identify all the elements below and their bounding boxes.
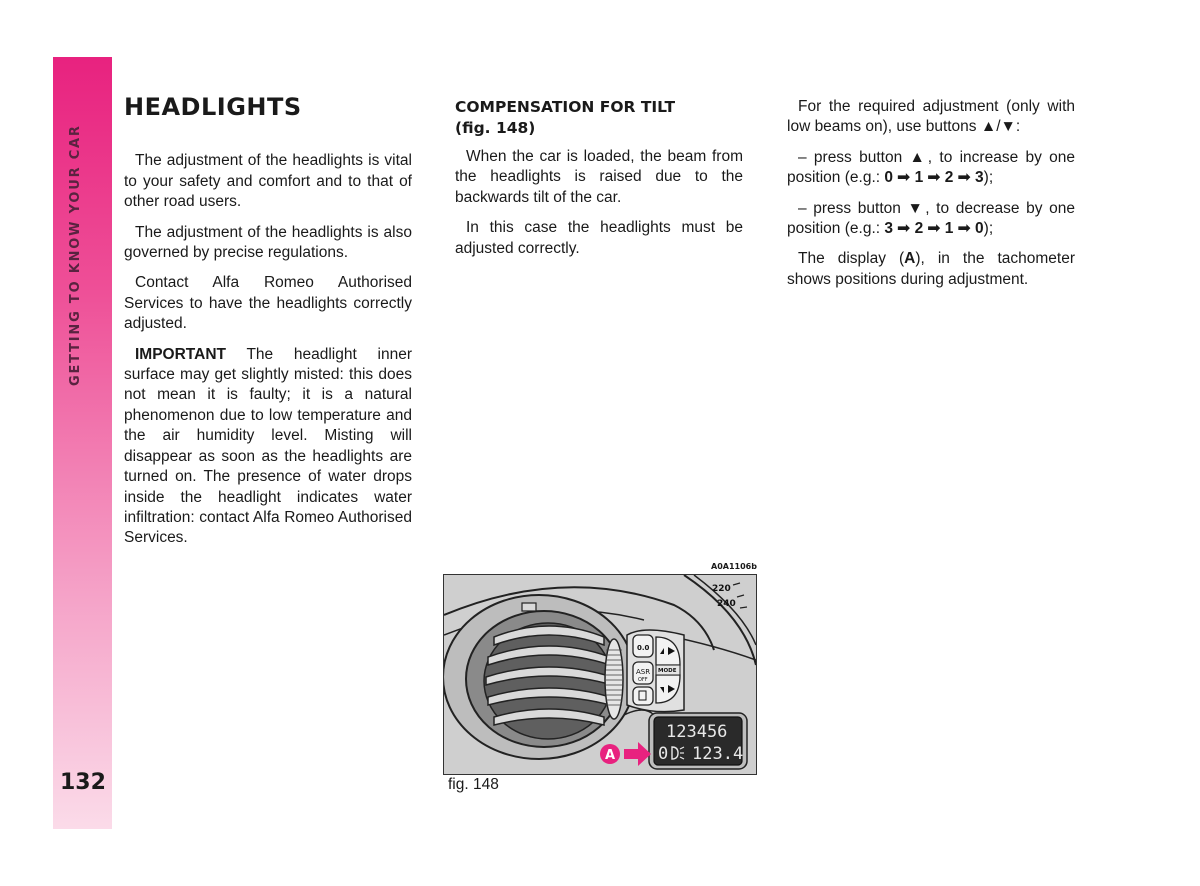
paragraph: Contact Alfa Romeo Authorised Services to have the headlights correctly adjusted. xyxy=(124,274,412,333)
figure-code: A0A1106b xyxy=(711,562,757,571)
callout-a-label: A xyxy=(605,748,616,763)
important-label: IMPORTANT xyxy=(135,345,226,363)
svg-text:ASR: ASR xyxy=(636,668,651,676)
column-3 xyxy=(787,97,1075,300)
decrease-instruction: – press button ▼, to decrease by one position (e.g.: 3 ➟ 2 ➟ 1 ➟ 0); xyxy=(787,199,1075,238)
increase-instruction: – press button ▲, to increase by one position (e.g.: 0 ➟ 1 ➟ 2 ➟ 3); xyxy=(787,148,1075,187)
section-title: GETTING TO KNOW YOUR CAR xyxy=(68,124,83,386)
svg-text:0.0: 0.0 xyxy=(637,644,650,652)
mode-button-label: MODE xyxy=(658,668,677,674)
important-text: The headlight inner surface may get slightly misted: this does not mean it is faulty; it is a natural phenomenon due to low temperature and the air humidity level. Misting will disappear as soon as the headlights are turned on. The presence of water drops inside the headlight indicates water infiltration: contact Alfa Romeo Authorised Services. xyxy=(124,345,412,547)
paragraph: When the car is loaded, the beam from the headlights is raised due to the backwards tilt of the car. xyxy=(455,148,743,206)
fuel-button[interactable] xyxy=(633,687,653,705)
figure-caption: fig. 148 xyxy=(448,776,499,793)
section-heading xyxy=(455,97,743,139)
paragraph: The adjustment of the headlights is also governed by precise regulations. xyxy=(124,223,412,262)
paragraph: The adjustment of the headlights is vital to your safety and comfort and to that of other road users. xyxy=(124,152,412,211)
vent-thumbwheel xyxy=(605,639,623,719)
page-number: 132 xyxy=(60,770,106,795)
section-heading-line2: (fig. 148) xyxy=(455,119,536,137)
important-paragraph xyxy=(124,345,412,549)
trip-readout: 123.4 xyxy=(692,744,744,764)
headlight-position-readout: 0 xyxy=(658,744,669,764)
page-title: HEADLIGHTS xyxy=(124,93,302,121)
column-1 xyxy=(124,93,412,559)
dashboard-illustration xyxy=(444,575,756,774)
display-paragraph: The display (A), in the tachometer shows positions during adjustment. xyxy=(787,250,1075,288)
section-heading-line1: COMPENSATION FOR TILT xyxy=(455,98,676,116)
increase-sequence: 0 ➟ 1 ➟ 2 ➟ 3 xyxy=(884,169,984,187)
svg-text:OFF: OFF xyxy=(638,677,648,683)
gauge-label-220: 220 xyxy=(712,584,731,594)
decrease-sequence: 3 ➟ 2 ➟ 1 ➟ 0 xyxy=(884,220,984,238)
column-2 xyxy=(455,97,743,269)
paragraph: For the required adjustment (only with low beams on), use buttons ▲/▼: xyxy=(787,98,1075,136)
figure-148 xyxy=(443,574,757,775)
odometer-readout: 123456 xyxy=(666,722,728,742)
gauge-label-240: 240 xyxy=(717,599,736,609)
paragraph: In this case the headlights must be adjusted correctly. xyxy=(455,219,743,257)
